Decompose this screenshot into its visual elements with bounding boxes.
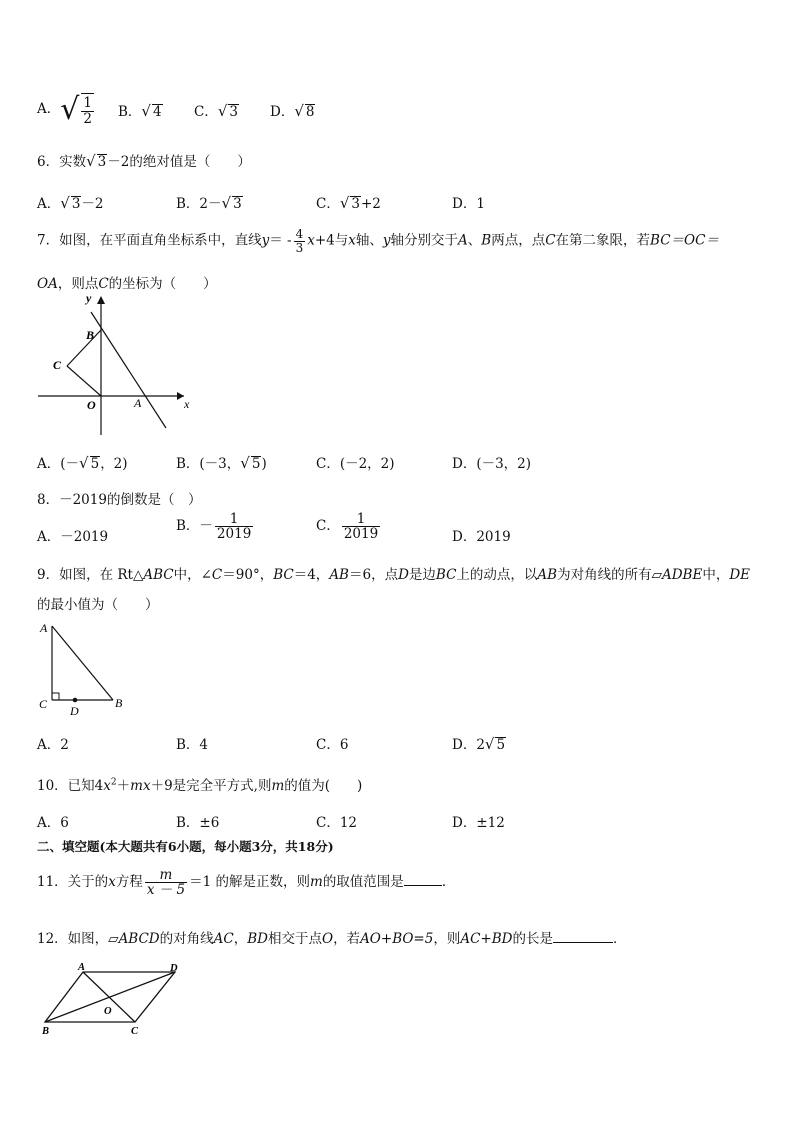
- q9-stem-line1: 9．如图，在 Rt△ABC中，∠C＝90°，BC＝4，AB＝6，点D是边BC上的动点，以AB为对角线的所有▱ADBE中，DE: [37, 567, 751, 583]
- y-axis-arrow: [97, 296, 105, 304]
- answer-blank[interactable]: [404, 885, 442, 886]
- label-b: B: [86, 328, 95, 342]
- q10-option-a: A．6: [37, 815, 69, 831]
- fraction: $\frac{4}{3}$: [295, 227, 304, 255]
- q5-option-d: D．√ 8: [270, 102, 315, 120]
- label-b: B: [115, 696, 123, 710]
- label-a: A: [134, 396, 142, 410]
- label-a: A: [40, 621, 48, 635]
- label-c: C: [131, 1026, 139, 1037]
- sqrt-sign: √: [60, 92, 80, 127]
- segment-bc: [67, 330, 101, 366]
- label-y: y: [86, 291, 92, 305]
- q10-option-d: D．±12: [452, 815, 505, 831]
- q7-stem-line2: OA，则点C的坐标为（ ）: [37, 276, 217, 292]
- label-o: O: [87, 398, 96, 412]
- right-angle-mark: [52, 693, 59, 700]
- q8-stem: 8．－2019的倒数是（ ）: [37, 492, 202, 508]
- segment-co: [67, 366, 101, 396]
- x-axis-arrow: [177, 392, 184, 400]
- label-d: D: [170, 963, 178, 974]
- q9-option-a: A．2: [37, 737, 69, 753]
- fraction: $\frac{1}{2019}$: [343, 511, 379, 543]
- q10-option-b: B．±6: [176, 815, 220, 831]
- q6-option-b: B．2－√ 3: [176, 194, 242, 212]
- q5-option-a: [37, 92, 96, 127]
- line-ab: [91, 312, 166, 428]
- q7-option-a: A．(－√ 5，2): [37, 454, 128, 472]
- q12-figure: [40, 960, 190, 1040]
- q7-stem-line1: 7．如图，在平面直角坐标系中，直线y＝ - $\frac{4}{3}$ x+4与x轴、y轴分别交于A、B两点，点C在第二象限，若BC＝OC＝: [37, 227, 719, 255]
- label-d: D: [70, 704, 79, 718]
- label-b: B: [42, 1026, 50, 1037]
- q12-stem: 12．如图，▱ABCD的对角线AC，BD相交于点O，若AO+BO=5，则AC+BD的长是 ．: [37, 931, 627, 947]
- q9-option-b: B．4: [176, 737, 209, 753]
- q7-option-c: C．(－2，2): [316, 456, 395, 472]
- q8-option-a: A．－2019: [37, 529, 109, 545]
- fraction: $\frac{m}{x - 5}$: [146, 867, 186, 899]
- q5-option-c: C．√ 3: [194, 102, 238, 120]
- side-ab: [52, 626, 113, 700]
- q10-stem: 10．已知$4x^2+mx+9$是完全平方式,则m的值为( ): [37, 777, 363, 794]
- q6-stem: 6．实数√ 3－2的绝对值是（ ）: [37, 152, 251, 170]
- q9-option-c: C．6: [316, 737, 349, 753]
- q8-option-d: D．2019: [452, 529, 511, 545]
- q9-figure: [36, 618, 131, 718]
- q11-stem: 11．关于的x方程 $\frac{m}{x - 5}$ ＝1 的解是正数，则m的取值范围是 ．: [37, 867, 456, 899]
- fraction: $\frac{1}{2}$: [83, 95, 92, 127]
- q9-stem-line2: 的最小值为（ ）: [37, 597, 159, 613]
- q6-option-d: D．1: [452, 196, 485, 212]
- answer-blank[interactable]: [553, 942, 613, 943]
- q7-figure: [36, 290, 196, 440]
- option-label: A．: [37, 101, 61, 117]
- q9-option-d: D．2√ 5: [452, 735, 506, 753]
- q8-option-b: B．－ $\frac{1}{2019}$: [176, 511, 252, 543]
- q10-option-c: C．12: [316, 815, 358, 831]
- q7-option-d: D．(－3，2): [452, 456, 532, 472]
- label-a: A: [78, 962, 86, 973]
- q6-option-c: C．√ 3+2: [316, 194, 381, 212]
- label-c: C: [53, 358, 62, 372]
- label-c: C: [39, 697, 48, 711]
- q5-option-b: B．√ 4: [118, 102, 162, 120]
- section-2-heading: 二、填空题(本大题共有6小题，每小题3分，共18分): [37, 839, 334, 854]
- q8-option-c: C． $\frac{1}{2019}$: [316, 511, 379, 543]
- point-d: [73, 698, 78, 703]
- label-o: O: [104, 1006, 112, 1017]
- fraction: $\frac{1}{2019}$: [216, 511, 252, 543]
- label-x: x: [184, 397, 190, 411]
- q7-option-b: B．(－3，√ 5): [176, 454, 267, 472]
- q6-option-a: A．√ 3－2: [37, 194, 104, 212]
